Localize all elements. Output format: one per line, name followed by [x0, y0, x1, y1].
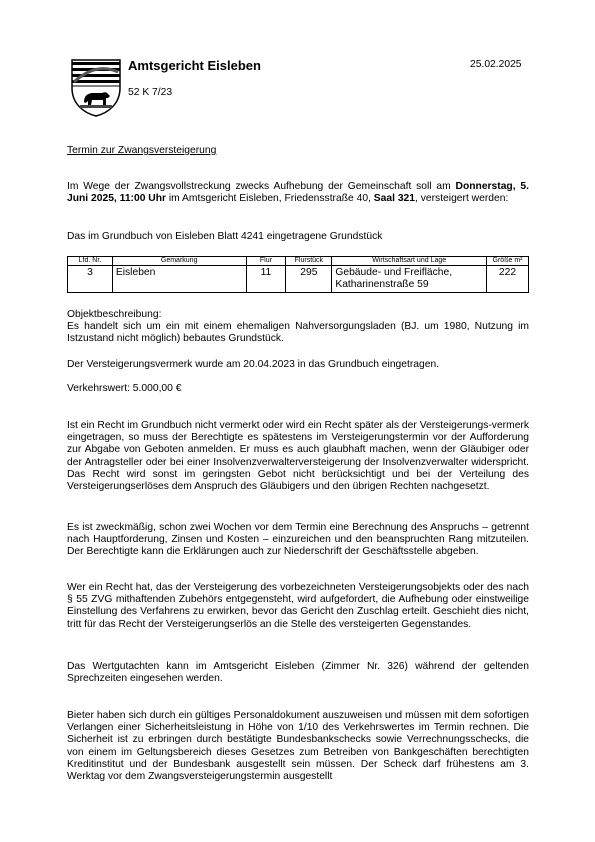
- table-header-row: [68, 257, 529, 266]
- paragraph-claims: Es ist zweckmäßig, schon zwei Wochen vor dem Termin eine Berechnung des Anspruchs – getrennt nach Hauptforderung, Zinsen und Kosten – einzureichen und den beanspruchten Rang mitzuteilen. Der Berechtigte kann die Erklärungen auch zur Niederschrift der Geschäftsstelle abgeben.: [67, 522, 529, 558]
- intro-paragraph: [67, 181, 529, 205]
- header-cell: Wirtschaftsart und Lage: [332, 257, 487, 266]
- vermerk-line: Der Versteigerungsvermerk wurde am 20.04.2023 in das Grundbuch eingetragen.: [67, 359, 440, 370]
- market-value: Verkehrswert: 5.000,00 €: [67, 383, 182, 394]
- auction-room: Saal 321: [373, 193, 416, 205]
- table-cell: 11: [246, 266, 286, 293]
- file-number: 52 K 7/23: [128, 87, 173, 98]
- object-description-label: Objektbeschreibung:: [67, 309, 162, 320]
- table-cell: 3: [68, 266, 113, 293]
- table-row: [68, 266, 529, 293]
- header-cell: Gemarkung: [112, 257, 246, 266]
- auction-date: Donnerstag, 5. Juni 2025, 11:00 Uhr: [67, 181, 529, 205]
- court-name: Amtsgericht Eisleben: [128, 58, 261, 73]
- table-cell: 295: [286, 266, 332, 293]
- intro-text-2: im Amtsgericht Eisleben, Friedensstraße 40,: [166, 193, 374, 205]
- header-cell: Größe m²: [487, 257, 529, 266]
- object-description: Es handelt sich um ein mit einem ehemaligen Nahversorgungsladen (BJ. um 1980, Nutzung im Istzustand nicht möglich) bebautes Grundstück.: [67, 321, 529, 345]
- grundbuch-line: Das im Grundbuch von Eisleben Blatt 4241 eingetragene Grundstück: [67, 231, 383, 242]
- document-title: Termin zur Zwangsversteigerung: [67, 145, 217, 156]
- paragraph-bidders: Bieter haben sich durch ein gültiges Personaldokument auszuweisen und müssen mit dem sofortigen Verlangen einer Sicherheitsleistung in Höhe von 1/10 des Verkehrswertes im Termin rechnen. Die Sicherheit ist zu erbringen durch bestätigte Bundesbankschecks sowie Verrechnungsschecks, die von einem im Geltungsbereich dieses Gesetzes zum Betreiben von Bankgeschäften berechtigten Kreditinstitut und der Bundesbank ausgestellt sein müssen. Der Scheck darf frühestens am 3. Werktag vor dem Zwangsversteigerungstermin ausgestellt: [67, 710, 529, 783]
- property-table: [67, 256, 529, 293]
- header-cell: Flur: [246, 257, 286, 266]
- coat-of-arms-logo: [70, 58, 122, 118]
- table-cell: Eisleben: [112, 266, 246, 293]
- header-cell: Flurstück: [286, 257, 332, 266]
- header-cell: Lfd. Nr.: [68, 257, 113, 266]
- paragraph-objection: Wer ein Recht hat, das der Versteigerung des vorbezeichneten Versteigerungsobjekts oder des nach § 55 ZVG mithaftenden Zubehörs entgegensteht, wird aufgefordert, die Aufhebung oder einstweilige Einstellung des Verfahrens zu erwirken, bevor das Gericht den Zuschlag erteilt. Geschieht dies nicht, tritt für das Recht der Versteigerungserlös an die Stelle des versteigerten Gegenstandes.: [67, 582, 529, 630]
- paragraph-rights: Ist ein Recht im Grundbuch nicht vermerkt oder wird ein Recht später als der Versteigerungs-vermerk eingetragen, so muss der Berechtigte es spätestens im Versteigerungstermin vor der Aufforderung zur Abgabe von Geboten anmelden. Er muss es auch glaubhaft machen, wenn der Gläubiger oder der Antragsteller oder bei einer Insolvenzverwalterversteigerung der Insolvenzverwalter widerspricht. Das Recht wird sonst im geringsten Gebot nicht berücksichtigt und bei der Verteilung des Versteigerungserlöses dem Anspruch des Gläubigers und den übrigen Rechten nachgesetzt.: [67, 420, 529, 493]
- intro-text-3: , versteigert werden:: [415, 193, 509, 205]
- paragraph-appraisal: Das Wertgutachten kann im Amtsgericht Eisleben (Zimmer Nr. 326) während der geltenden Sprechzeiten eingesehen werden.: [67, 661, 529, 685]
- table-cell: Gebäude- und Freifläche, Katharinenstraße 59: [332, 266, 487, 293]
- document-date: 25.02.2025: [470, 59, 522, 70]
- table-cell: 222: [487, 266, 529, 293]
- intro-text-1: Im Wege der Zwangsvollstreckung zwecks Aufhebung der Gemeinschaft soll am: [67, 181, 456, 192]
